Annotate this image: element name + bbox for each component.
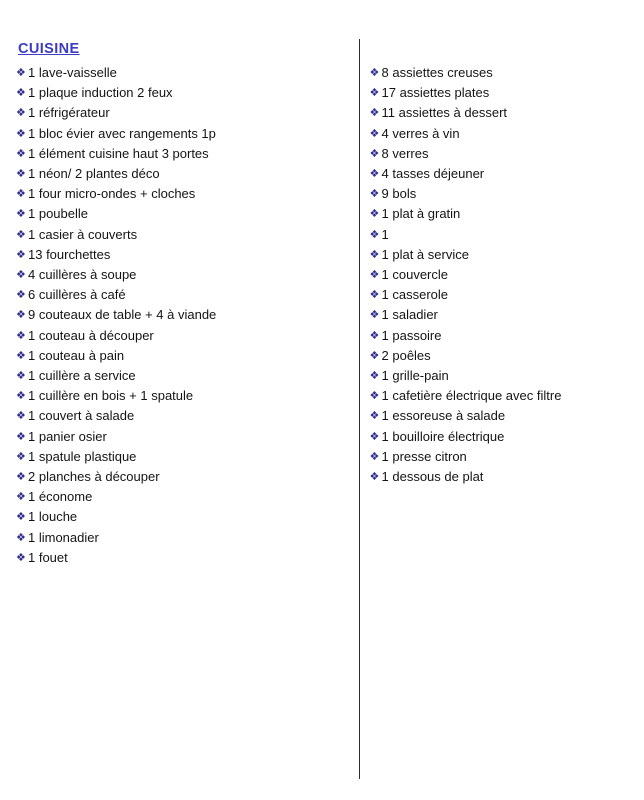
list-item-label: 13 fourchettes	[28, 246, 111, 262]
list-item-label: 1 fouet	[28, 549, 68, 565]
diamond-bullet-icon: ❖	[16, 107, 26, 120]
list-item	[370, 326, 618, 346]
right-item-list	[370, 63, 618, 487]
list-item-label: 1 casserole	[381, 287, 448, 303]
diamond-bullet-icon: ❖	[16, 430, 26, 443]
list-item-label: 1 couvercle	[381, 267, 448, 283]
diamond-bullet-icon: ❖	[369, 289, 380, 302]
list-item	[370, 204, 618, 224]
diamond-bullet-icon: ❖	[369, 208, 380, 221]
list-item	[370, 184, 618, 204]
list-item-label: 1 couteau à découper	[28, 327, 154, 343]
diamond-bullet-icon: ❖	[16, 208, 26, 221]
list-item-label: 9 couteaux de table + 4 à viande	[28, 307, 217, 323]
diamond-bullet-icon: ❖	[16, 147, 26, 160]
list-item	[16, 63, 334, 83]
diamond-bullet-icon: ❖	[16, 309, 26, 322]
list-item	[16, 225, 334, 245]
list-item	[16, 406, 334, 426]
list-item	[370, 265, 618, 285]
list-item-label: 1 bloc évier avec rangements 1p	[28, 125, 216, 141]
list-item	[370, 366, 618, 386]
diamond-bullet-icon: ❖	[369, 228, 380, 241]
list-item	[370, 285, 618, 305]
list-item	[370, 305, 618, 325]
list-item-label: 1 plaque induction 2 feux	[28, 85, 173, 101]
list-item-label: 2 planches à découper	[28, 469, 160, 485]
list-item-label: 1 passoire	[381, 327, 442, 343]
diamond-bullet-icon: ❖	[16, 289, 26, 302]
diamond-bullet-icon: ❖	[16, 370, 26, 383]
list-item-label: 8 assiettes creuses	[381, 65, 493, 80]
list-item-label: 1 essoreuse à salade	[381, 408, 506, 424]
list-item-label: 1 néon/ 2 plantes déco	[28, 166, 160, 182]
list-item	[16, 326, 334, 346]
list-item	[16, 164, 334, 184]
list-item	[16, 386, 334, 406]
column-divider	[359, 39, 360, 779]
list-item	[370, 447, 618, 467]
list-item	[370, 386, 618, 406]
list-item-label: 1 réfrigérateur	[28, 105, 110, 121]
list-item	[16, 83, 334, 103]
list-item	[16, 528, 334, 548]
list-item-label: 9 bols	[381, 186, 417, 202]
list-item	[370, 164, 618, 184]
diamond-bullet-icon: ❖	[16, 329, 26, 342]
list-item	[16, 204, 334, 224]
list-item-label: 6 cuillères à café	[28, 287, 126, 303]
list-item-label: 1 cuillère a service	[28, 368, 136, 384]
list-item-label: 4 cuillères à soupe	[28, 267, 137, 283]
list-item	[370, 63, 618, 83]
diamond-bullet-icon: ❖	[16, 450, 26, 463]
list-item	[16, 487, 334, 507]
list-item	[16, 144, 334, 164]
diamond-bullet-icon: ❖	[16, 531, 26, 544]
list-item-label: 1 plat à service	[381, 246, 469, 262]
list-item-label: 1 saladier	[381, 307, 438, 323]
diamond-bullet-icon: ❖	[16, 248, 26, 261]
list-item-label: 1 élément cuisine haut 3 portes	[28, 145, 209, 161]
diamond-bullet-icon: ❖	[369, 329, 380, 342]
diamond-bullet-icon: ❖	[16, 410, 26, 423]
diamond-bullet-icon: ❖	[16, 188, 26, 201]
diamond-bullet-icon: ❖	[369, 248, 380, 261]
list-item	[16, 507, 334, 527]
list-item	[370, 467, 618, 487]
list-item-label: 1 louche	[28, 509, 78, 525]
diamond-bullet-icon: ❖	[369, 450, 380, 463]
diamond-bullet-icon: ❖	[369, 147, 380, 160]
diamond-bullet-icon: ❖	[369, 87, 380, 100]
list-item-label: 1 grille-pain	[381, 368, 449, 384]
list-item-label: 1 couteau à pain	[28, 347, 125, 363]
list-item-label: 1	[381, 226, 389, 242]
list-item	[16, 245, 334, 265]
list-item	[16, 346, 334, 366]
list-item-label: 1 presse citron	[381, 448, 467, 464]
diamond-bullet-icon: ❖	[16, 127, 26, 140]
list-item-label: 1 bouilloire électrique	[381, 428, 505, 444]
diamond-bullet-icon: ❖	[369, 370, 380, 383]
list-item-label: 8 verres	[381, 145, 429, 161]
list-item-label: 1 panier osier	[28, 428, 107, 444]
diamond-bullet-icon: ❖	[16, 228, 26, 241]
list-item-label: 4 tasses déjeuner	[381, 166, 485, 182]
page-title: CUISINE	[18, 41, 80, 57]
list-item-label: 1 spatule plastique	[28, 448, 137, 464]
list-item-label: 1 limonadier	[28, 529, 99, 545]
list-item	[16, 467, 334, 487]
list-item-label: 4 verres à vin	[381, 125, 460, 141]
list-item-label: 2 poêles	[381, 347, 431, 363]
list-item	[370, 346, 618, 366]
diamond-bullet-icon: ❖	[369, 127, 380, 140]
list-item	[370, 83, 618, 103]
diamond-bullet-icon: ❖	[369, 309, 380, 322]
diamond-bullet-icon: ❖	[16, 269, 26, 282]
diamond-bullet-icon: ❖	[16, 87, 26, 100]
list-item	[16, 305, 334, 325]
list-item-label: 1 cafetière électrique avec filtre	[381, 388, 562, 404]
list-item-label: 1 dessous de plat	[381, 469, 484, 485]
diamond-bullet-icon: ❖	[16, 349, 26, 362]
diamond-bullet-icon: ❖	[16, 471, 26, 484]
diamond-bullet-icon: ❖	[16, 511, 26, 524]
list-item	[370, 124, 618, 144]
list-item	[370, 427, 618, 447]
diamond-bullet-icon: ❖	[369, 168, 380, 181]
list-item	[370, 225, 618, 245]
list-item	[370, 245, 618, 265]
diamond-bullet-icon: ❖	[16, 390, 26, 403]
diamond-bullet-icon: ❖	[369, 430, 380, 443]
diamond-bullet-icon: ❖	[369, 269, 380, 282]
diamond-bullet-icon: ❖	[369, 410, 380, 423]
list-item	[16, 265, 334, 285]
diamond-bullet-icon: ❖	[16, 551, 26, 564]
diamond-bullet-icon: ❖	[369, 107, 380, 120]
diamond-bullet-icon: ❖	[16, 168, 26, 181]
list-item-label: 1 poubelle	[28, 206, 88, 222]
diamond-bullet-icon: ❖	[369, 349, 380, 362]
list-item	[16, 447, 334, 467]
two-column-layout	[16, 63, 618, 568]
right-column	[342, 63, 618, 487]
diamond-bullet-icon: ❖	[369, 188, 380, 201]
list-item-label: 1 économe	[28, 489, 93, 505]
list-item	[370, 144, 618, 164]
list-item-label: 1 couvert à salade	[28, 408, 135, 424]
diamond-bullet-icon: ❖	[369, 471, 380, 484]
list-item	[16, 124, 334, 144]
list-item	[16, 427, 334, 447]
list-item-label: 17 assiettes plates	[381, 85, 490, 101]
diamond-bullet-icon: ❖	[369, 390, 380, 403]
left-item-list	[16, 63, 334, 568]
list-item	[16, 103, 334, 123]
diamond-bullet-icon: ❖	[16, 67, 26, 79]
list-item	[370, 406, 618, 426]
list-item	[16, 184, 334, 204]
list-item-label: 1 plat à gratin	[381, 206, 461, 222]
list-item-label: 11 assiettes à dessert	[381, 105, 508, 121]
list-item-label: 1 lave-vaisselle	[28, 65, 117, 80]
list-item	[16, 366, 334, 386]
list-item	[370, 103, 618, 123]
list-item-label: 1 casier à couverts	[28, 226, 138, 242]
diamond-bullet-icon: ❖	[16, 491, 26, 504]
list-item-label: 1 cuillère en bois + 1 spatule	[28, 388, 194, 404]
left-column	[16, 63, 342, 568]
list-item	[16, 548, 334, 568]
diamond-bullet-icon: ❖	[369, 67, 380, 79]
list-item	[16, 285, 334, 305]
list-item-label: 1 four micro-ondes + cloches	[28, 186, 196, 202]
